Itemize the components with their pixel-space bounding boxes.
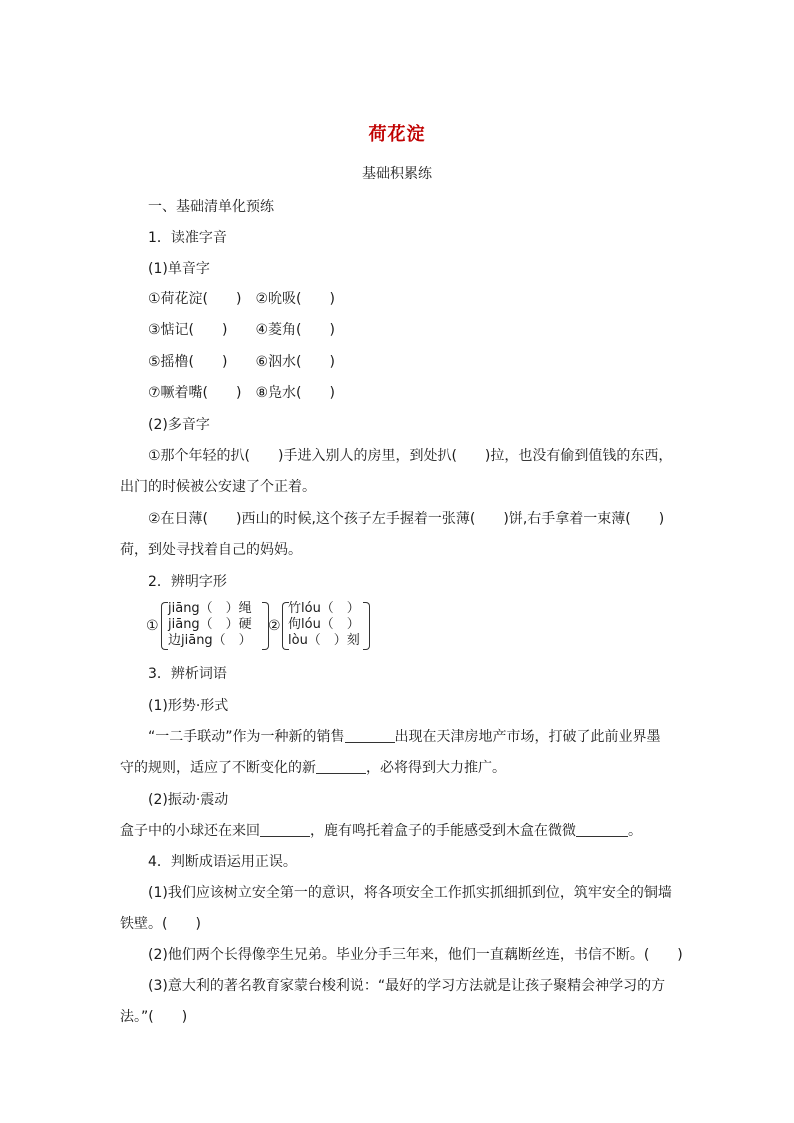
q2-right-2: 佝lóu（ ） bbox=[288, 617, 360, 632]
q3-heading: 3．辨析词语 bbox=[148, 666, 227, 682]
q2-left-2: jiāng（ ）硬 bbox=[168, 617, 252, 632]
q1-row-4: ⑦噘着嘴( ) ⑧凫水( ) bbox=[148, 385, 335, 401]
q2-left-1: jiāng（ ）绳 bbox=[168, 601, 252, 616]
q4-item1-line2: 铁壁。( ) bbox=[120, 916, 201, 932]
q4-item3-line1: (3)意大利的著名教育家蒙台梭利说：“最好的学习方法就是让孩子聚精会神学习的方 bbox=[148, 978, 666, 994]
q1-p1-line1: ①那个年轻的扒( )手进入别人的房里，到处扒( )拉，也没有偷到值钱的东西， bbox=[148, 448, 673, 464]
q2-right-1: 竹lóu（ ） bbox=[288, 601, 360, 616]
document-title: 荷花淀 bbox=[368, 124, 426, 145]
q1-heading: 1．读准字音 bbox=[148, 230, 227, 246]
q1-sub2: (2)多音字 bbox=[148, 417, 210, 433]
q3-p2-line1: 盒子中的小球还在来回 ，鹿有鸣托着盒子的手能感受到木盒在微微 。 bbox=[120, 823, 642, 839]
answer-blank[interactable] bbox=[316, 759, 366, 774]
q1-row-3: ⑤摇橹( ) ⑥泅水( ) bbox=[148, 354, 335, 370]
answer-blank[interactable] bbox=[260, 822, 310, 837]
q3-p1-line2: 守的规则，适应了不断变化的新 ，必将得到大力推广。 bbox=[120, 760, 506, 776]
q1-p2-line2: 荷，到处寻找着自己的妈妈。 bbox=[120, 542, 302, 558]
section-heading: 一、基础清单化预练 bbox=[148, 199, 274, 215]
q3-sub1: (1)形势·形式 bbox=[148, 698, 229, 714]
q2-right-3: lòu（ ）刻 bbox=[288, 633, 360, 648]
q4-item2: (2)他们两个长得像孪生兄弟。毕业分手三年来，他们一直藕断丝连，书信不断。( ) bbox=[148, 947, 683, 963]
left-brace bbox=[161, 602, 168, 650]
q2-mark-2: ② bbox=[268, 618, 281, 634]
q1-p2-line1: ②在日薄( )西山的时候,这个孩子左手握着一张薄( )饼,右手拿着一束薄( ) bbox=[148, 511, 665, 527]
answer-blank[interactable] bbox=[576, 822, 628, 837]
document-subtitle: 基础积累练 bbox=[362, 166, 432, 182]
q2-left-3: 边jiāng（ ） bbox=[168, 633, 252, 648]
q4-heading: 4．判断成语运用正误。 bbox=[148, 854, 297, 870]
q3-p1-line1: “一二手联动”作为一种新的销售 出现在天津房地产市场，打破了此前业界墨 bbox=[148, 729, 661, 745]
q1-row-2: ③惦记( ) ④菱角( ) bbox=[148, 322, 335, 338]
q1-row-1: ①荷花淀( ) ②吮吸( ) bbox=[148, 291, 335, 307]
right-brace-close bbox=[363, 602, 370, 650]
q2-heading: 2．辨明字形 bbox=[148, 574, 227, 590]
q2-mark-1: ① bbox=[146, 618, 159, 634]
answer-blank[interactable] bbox=[345, 728, 395, 743]
q4-item1-line1: (1)我们应该树立安全第一的意识，将各项安全工作抓实抓细抓到位，筑牢安全的铜墙 bbox=[148, 885, 672, 901]
q1-p1-line2: 出门的时候被公安逮了个正着。 bbox=[120, 479, 316, 495]
q3-sub2: (2)振动·震动 bbox=[148, 792, 229, 808]
q1-sub1: (1)单音字 bbox=[148, 261, 210, 277]
q4-item3-line2: 法。”( ) bbox=[120, 1009, 188, 1025]
